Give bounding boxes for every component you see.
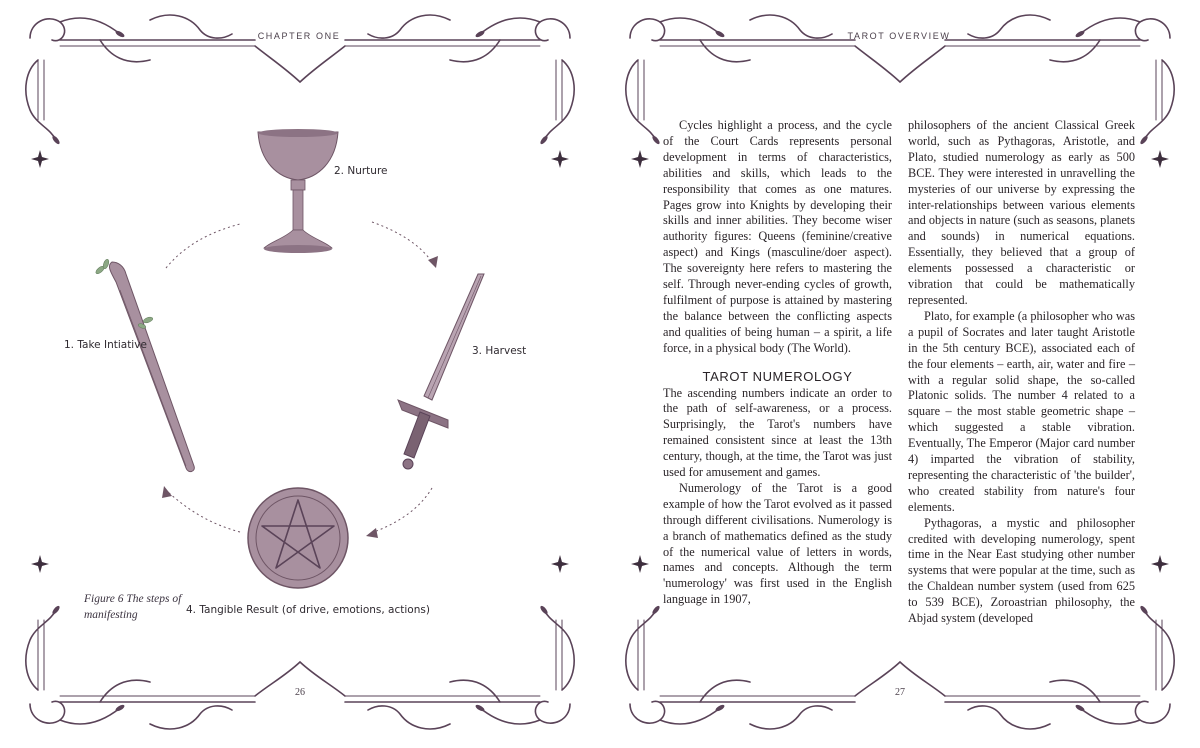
page-number: 27 xyxy=(895,687,905,698)
figure-caption: Figure 6 The steps of manifesting xyxy=(84,593,182,621)
label-harvest: 3. Harvest xyxy=(472,345,527,357)
paragraph: Cycles highlight a process, and the cycle of the Court Cards represents personal development in terms of characteristics, abilities and skills, which leads to the responsibility that comes as one matures. Pages grow into Knights by developing their skills and inner abilities. They become wiser authority figures: Queens (feminine/creative aspect) and Kings (masculine/doer aspect). The sovereignty here refers to mastering the self. Through never-ending cycles of growth, fulfilment of purpose is attained by mastering the balance between the conflicting aspects and qualities of being human – a spirit, a life force, in a physical body (The World). xyxy=(663,118,892,355)
chalice-icon xyxy=(258,129,338,253)
wand-icon xyxy=(95,258,195,471)
running-head: TAROT OVERVIEW xyxy=(847,31,951,41)
paragraph: Pythagoras, a mystic and philosopher credited with developing numerology, spent time in the Near East studying other number systems that were popular at the time, such as the Chaldean number system (used from 625 to 539 BCE), Zoroastrian philosophy, the Abjad system (developed xyxy=(908,515,1135,626)
paragraph: Plato, for example (a philosopher who was a pupil of Socrates and later taught Aristotle in the 5th century BCE), associated each of the four elements – earth, air, water and fire – with a regular solid shape, the so-called Platonic solids. The number 4 related to a square – the most stable geometric shape – which suggested a stable vibration. Eventually, The Emperor (Major card number 4) imparted the vibration of stability, representing the characteristic of 'the builder', who created stability from nature's four elements. xyxy=(908,308,1135,514)
label-tangible-result: 4. Tangible Result (of drive, emotions, actions) xyxy=(186,604,430,616)
label-nurture: 2. Nurture xyxy=(334,165,388,177)
text-column-left xyxy=(663,118,892,608)
section-heading: TAROT NUMEROLOGY xyxy=(702,368,853,384)
paragraph: Numerology of the Tarot is a good example of how the Tarot evolved as it passed through different civilisations. Numerology is a branch of mathematics defined as the study of the numerical value of letters in words, names and concepts. Although the term 'numerology' was first used in the English language in 1907, xyxy=(663,480,892,607)
text-column-right xyxy=(908,118,1135,627)
pentacle-icon xyxy=(248,488,348,588)
running-head: CHAPTER ONE xyxy=(257,31,341,41)
sword-icon xyxy=(398,274,484,469)
page-number: 26 xyxy=(295,687,305,698)
label-take-initiative: 1. Take Intiative xyxy=(64,339,147,351)
crescent-moon-icon xyxy=(894,58,902,74)
paragraph: The ascending numbers indicate an order to the path of self-awareness, or a process. Surprisingly, the Tarot's numbers have remained consistent since at least the 13th century, though, at the time, the Tarot was just used for amusement and games. xyxy=(663,385,892,480)
paragraph: philosophers of the ancient Classical Greek world, such as Pythagoras, Aristotle, and Plato, studied numerology as early as 500 BCE. They were interested in unravelling the mysteries of our universe by expressing the inter-relationships between various elements and objects in nature (such as seasons, planets and sounds) in numerical equations. Essentially, they believed that a group of elements possessed a characteristic or vibration that could be mathematically represented. xyxy=(908,118,1135,307)
